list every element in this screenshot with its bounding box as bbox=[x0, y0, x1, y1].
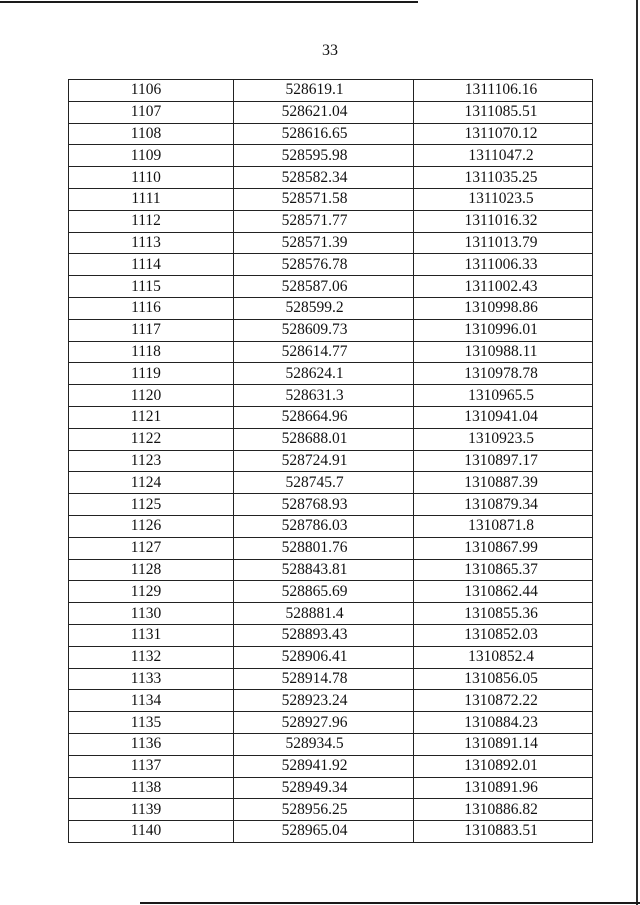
y-coordinate-cell: 1310941.04 bbox=[414, 406, 593, 428]
x-coordinate-cell: 528745.7 bbox=[234, 472, 414, 494]
table-row bbox=[69, 733, 593, 755]
x-coordinate-cell: 528934.5 bbox=[234, 733, 414, 755]
x-coordinate-cell: 528614.77 bbox=[234, 341, 414, 363]
right-border-rule bbox=[636, 0, 638, 905]
x-coordinate-cell: 528595.98 bbox=[234, 145, 414, 167]
x-coordinate-cell: 528927.96 bbox=[234, 712, 414, 734]
x-coordinate-cell: 528571.58 bbox=[234, 188, 414, 210]
point-number-cell: 1139 bbox=[69, 799, 234, 821]
y-coordinate-cell: 1310978.78 bbox=[414, 363, 593, 385]
table-row bbox=[69, 341, 593, 363]
x-coordinate-cell: 528609.73 bbox=[234, 319, 414, 341]
x-coordinate-cell: 528587.06 bbox=[234, 276, 414, 298]
x-coordinate-cell: 528571.39 bbox=[234, 232, 414, 254]
x-coordinate-cell: 528582.34 bbox=[234, 167, 414, 189]
y-coordinate-cell: 1311106.16 bbox=[414, 80, 593, 102]
table-row bbox=[69, 319, 593, 341]
table-row bbox=[69, 385, 593, 407]
table-row bbox=[69, 646, 593, 668]
point-number-cell: 1111 bbox=[69, 188, 234, 210]
coordinates-table-body bbox=[69, 80, 593, 843]
y-coordinate-cell: 1310862.44 bbox=[414, 581, 593, 603]
point-number-cell: 1121 bbox=[69, 406, 234, 428]
x-coordinate-cell: 528624.1 bbox=[234, 363, 414, 385]
point-number-cell: 1120 bbox=[69, 385, 234, 407]
point-number-cell: 1128 bbox=[69, 559, 234, 581]
y-coordinate-cell: 1310965.5 bbox=[414, 385, 593, 407]
point-number-cell: 1107 bbox=[69, 101, 234, 123]
point-number-cell: 1106 bbox=[69, 80, 234, 102]
table-row bbox=[69, 624, 593, 646]
table-row bbox=[69, 603, 593, 625]
point-number-cell: 1138 bbox=[69, 777, 234, 799]
x-coordinate-cell: 528843.81 bbox=[234, 559, 414, 581]
y-coordinate-cell: 1311006.33 bbox=[414, 254, 593, 276]
point-number-cell: 1140 bbox=[69, 821, 234, 843]
x-coordinate-cell: 528688.01 bbox=[234, 428, 414, 450]
table-row bbox=[69, 232, 593, 254]
point-number-cell: 1118 bbox=[69, 341, 234, 363]
y-coordinate-cell: 1310887.39 bbox=[414, 472, 593, 494]
y-coordinate-cell: 1310891.96 bbox=[414, 777, 593, 799]
point-number-cell: 1122 bbox=[69, 428, 234, 450]
table-row bbox=[69, 581, 593, 603]
table-row bbox=[69, 406, 593, 428]
point-number-cell: 1108 bbox=[69, 123, 234, 145]
point-number-cell: 1112 bbox=[69, 210, 234, 232]
y-coordinate-cell: 1310871.8 bbox=[414, 515, 593, 537]
point-number-cell: 1109 bbox=[69, 145, 234, 167]
table-row bbox=[69, 755, 593, 777]
x-coordinate-cell: 528949.34 bbox=[234, 777, 414, 799]
page-number: 33 bbox=[322, 42, 338, 59]
y-coordinate-cell: 1310867.99 bbox=[414, 537, 593, 559]
x-coordinate-cell: 528865.69 bbox=[234, 581, 414, 603]
point-number-cell: 1131 bbox=[69, 624, 234, 646]
x-coordinate-cell: 528768.93 bbox=[234, 494, 414, 516]
x-coordinate-cell: 528616.65 bbox=[234, 123, 414, 145]
x-coordinate-cell: 528881.4 bbox=[234, 603, 414, 625]
y-coordinate-cell: 1310897.17 bbox=[414, 450, 593, 472]
table-row bbox=[69, 690, 593, 712]
table-row bbox=[69, 777, 593, 799]
table-row bbox=[69, 472, 593, 494]
y-coordinate-cell: 1310886.82 bbox=[414, 799, 593, 821]
table-row bbox=[69, 537, 593, 559]
x-coordinate-cell: 528631.3 bbox=[234, 385, 414, 407]
table-row bbox=[69, 167, 593, 189]
point-number-cell: 1117 bbox=[69, 319, 234, 341]
table-row bbox=[69, 80, 593, 102]
table-row bbox=[69, 799, 593, 821]
point-number-cell: 1114 bbox=[69, 254, 234, 276]
y-coordinate-cell: 1311070.12 bbox=[414, 123, 593, 145]
x-coordinate-cell: 528965.04 bbox=[234, 821, 414, 843]
y-coordinate-cell: 1311013.79 bbox=[414, 232, 593, 254]
x-coordinate-cell: 528571.77 bbox=[234, 210, 414, 232]
x-coordinate-cell: 528923.24 bbox=[234, 690, 414, 712]
table-row bbox=[69, 276, 593, 298]
point-number-cell: 1133 bbox=[69, 668, 234, 690]
y-coordinate-cell: 1310855.36 bbox=[414, 603, 593, 625]
table-row bbox=[69, 188, 593, 210]
point-number-cell: 1137 bbox=[69, 755, 234, 777]
table-row bbox=[69, 254, 593, 276]
x-coordinate-cell: 528619.1 bbox=[234, 80, 414, 102]
table-row bbox=[69, 515, 593, 537]
y-coordinate-cell: 1311035.25 bbox=[414, 167, 593, 189]
y-coordinate-cell: 1310996.01 bbox=[414, 319, 593, 341]
y-coordinate-cell: 1311016.32 bbox=[414, 210, 593, 232]
y-coordinate-cell: 1311023.5 bbox=[414, 188, 593, 210]
y-coordinate-cell: 1310856.05 bbox=[414, 668, 593, 690]
table-row bbox=[69, 210, 593, 232]
y-coordinate-cell: 1310923.5 bbox=[414, 428, 593, 450]
point-number-cell: 1113 bbox=[69, 232, 234, 254]
point-number-cell: 1119 bbox=[69, 363, 234, 385]
y-coordinate-cell: 1310988.11 bbox=[414, 341, 593, 363]
point-number-cell: 1115 bbox=[69, 276, 234, 298]
x-coordinate-cell: 528906.41 bbox=[234, 646, 414, 668]
table-row bbox=[69, 101, 593, 123]
x-coordinate-cell: 528724.91 bbox=[234, 450, 414, 472]
table-row bbox=[69, 450, 593, 472]
bottom-border-rule bbox=[140, 902, 640, 904]
x-coordinate-cell: 528599.2 bbox=[234, 297, 414, 319]
table-row bbox=[69, 559, 593, 581]
table-row bbox=[69, 123, 593, 145]
x-coordinate-cell: 528786.03 bbox=[234, 515, 414, 537]
top-border-rule bbox=[0, 1, 418, 3]
point-number-cell: 1136 bbox=[69, 733, 234, 755]
x-coordinate-cell: 528621.04 bbox=[234, 101, 414, 123]
y-coordinate-cell: 1310879.34 bbox=[414, 494, 593, 516]
y-coordinate-cell: 1310872.22 bbox=[414, 690, 593, 712]
point-number-cell: 1129 bbox=[69, 581, 234, 603]
table-row bbox=[69, 821, 593, 843]
y-coordinate-cell: 1311002.43 bbox=[414, 276, 593, 298]
point-number-cell: 1127 bbox=[69, 537, 234, 559]
y-coordinate-cell: 1310892.01 bbox=[414, 755, 593, 777]
table-row bbox=[69, 363, 593, 385]
y-coordinate-cell: 1310891.14 bbox=[414, 733, 593, 755]
x-coordinate-cell: 528956.25 bbox=[234, 799, 414, 821]
point-number-cell: 1132 bbox=[69, 646, 234, 668]
point-number-cell: 1130 bbox=[69, 603, 234, 625]
table-row bbox=[69, 712, 593, 734]
y-coordinate-cell: 1311047.2 bbox=[414, 145, 593, 167]
point-number-cell: 1126 bbox=[69, 515, 234, 537]
point-number-cell: 1124 bbox=[69, 472, 234, 494]
y-coordinate-cell: 1310883.51 bbox=[414, 821, 593, 843]
table-row bbox=[69, 668, 593, 690]
coordinates-table bbox=[68, 79, 593, 843]
x-coordinate-cell: 528893.43 bbox=[234, 624, 414, 646]
y-coordinate-cell: 1310998.86 bbox=[414, 297, 593, 319]
y-coordinate-cell: 1311085.51 bbox=[414, 101, 593, 123]
x-coordinate-cell: 528914.78 bbox=[234, 668, 414, 690]
y-coordinate-cell: 1310884.23 bbox=[414, 712, 593, 734]
table-row bbox=[69, 494, 593, 516]
point-number-cell: 1134 bbox=[69, 690, 234, 712]
y-coordinate-cell: 1310865.37 bbox=[414, 559, 593, 581]
x-coordinate-cell: 528941.92 bbox=[234, 755, 414, 777]
point-number-cell: 1116 bbox=[69, 297, 234, 319]
point-number-cell: 1135 bbox=[69, 712, 234, 734]
x-coordinate-cell: 528576.78 bbox=[234, 254, 414, 276]
point-number-cell: 1125 bbox=[69, 494, 234, 516]
y-coordinate-cell: 1310852.03 bbox=[414, 624, 593, 646]
table-row bbox=[69, 145, 593, 167]
point-number-cell: 1123 bbox=[69, 450, 234, 472]
table-row bbox=[69, 428, 593, 450]
table-row bbox=[69, 297, 593, 319]
x-coordinate-cell: 528664.96 bbox=[234, 406, 414, 428]
point-number-cell: 1110 bbox=[69, 167, 234, 189]
x-coordinate-cell: 528801.76 bbox=[234, 537, 414, 559]
y-coordinate-cell: 1310852.4 bbox=[414, 646, 593, 668]
